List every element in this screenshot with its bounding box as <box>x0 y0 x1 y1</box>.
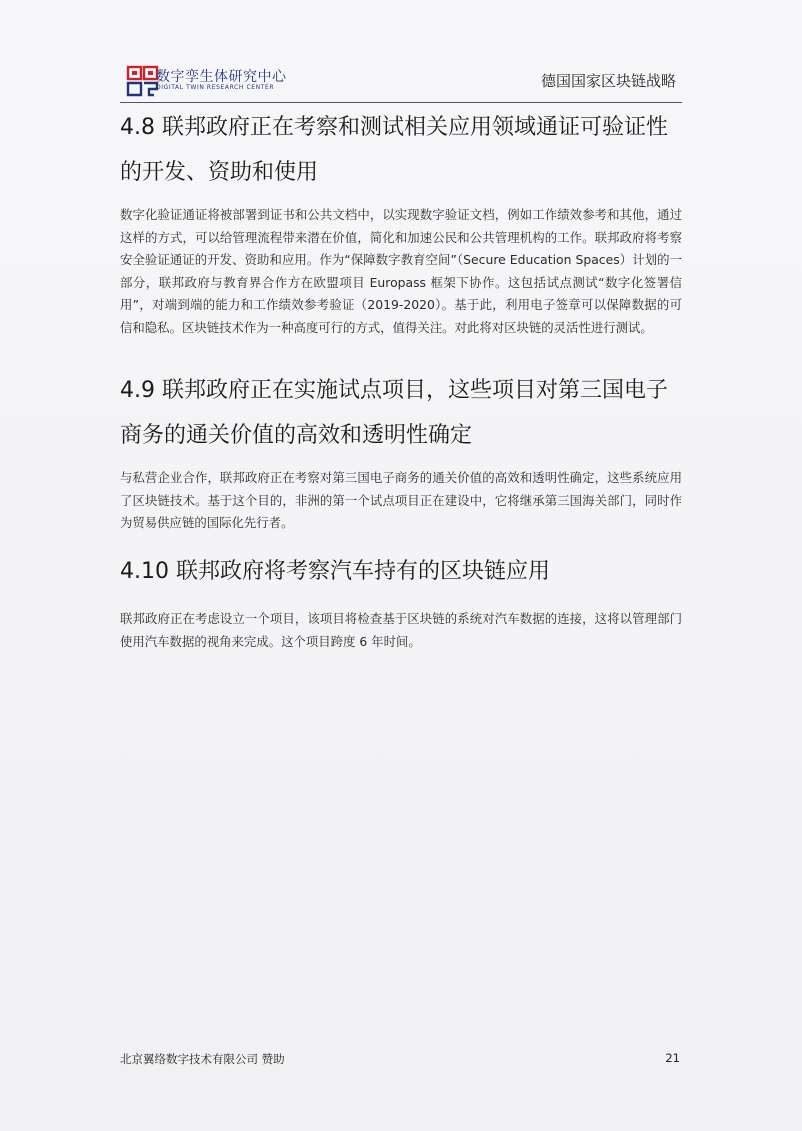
page-header <box>120 58 682 103</box>
document-title: 德国国家区块链战略 <box>540 72 676 90</box>
section-heading-4-8: 4.8 联邦政府正在考察和测试相关应用领域通证可验证性的开发、资助和使用 <box>120 115 668 185</box>
section-heading-4-9: 4.9 联邦政府正在实施试点项目，这些项目对第三国电子商务的通关价值的高效和透明性确定 <box>120 378 668 448</box>
section-body-4-9: 与私营企业合作，联邦政府正在考察对第三国电子商务的通关价值的高效和透明性确定，这些系统应用了区块链技术。基于这个目的，非洲的第一个试点项目正在建设中，它将继承第三国海关部门，同时作为贸易供应链的国际化先行者。 <box>120 470 682 530</box>
section-body-4-10: 联邦政府正在考虑设立一个项目，该项目将检查基于区块链的系统对汽车数据的连接，这将以管理部门使用汽车数据的视角来完成。这个项目跨度 6 年时间。 <box>120 611 682 649</box>
footer-sponsor: 北京翼络数字技术有限公司 赞助 <box>120 1052 285 1066</box>
section-heading-4-10: 4.10 联邦政府将考察汽车持有的区块链应用 <box>120 559 550 584</box>
logo-subtext: DIGITAL TWIN RESEARCH CENTER <box>156 84 275 91</box>
digital-twin-logo-icon <box>126 64 160 98</box>
logo-text: 数字孪生体研究中心 <box>156 69 287 85</box>
section-body-4-8: 数字化验证通证将被部署到证书和公共文档中，以实现数字验证文档，例如工作绩效参考和其他，通过这样的方式，可以给管理流程带来潜在价值，简化和加速公民和公共管理机构的工作。联邦政府将考察安全验证通证的开发、资助和应用。作为“保障数字教育空间”（Secure Education Spaces）计划的一部分，联邦政府与教育界合作方在欧盟项目 Europass 框架下协作。这包括试点测试“数字化签署信用”，对端到端的能力和工作绩效参考验证（2019-2020）。基于此，利用电子签章可以保障数据的可信和隐私。区块链技术作为一种高度可行的方式，值得关注。对此将对区块链的灵活性进行测试。 <box>120 207 682 335</box>
page-number: 21 <box>665 1051 680 1065</box>
